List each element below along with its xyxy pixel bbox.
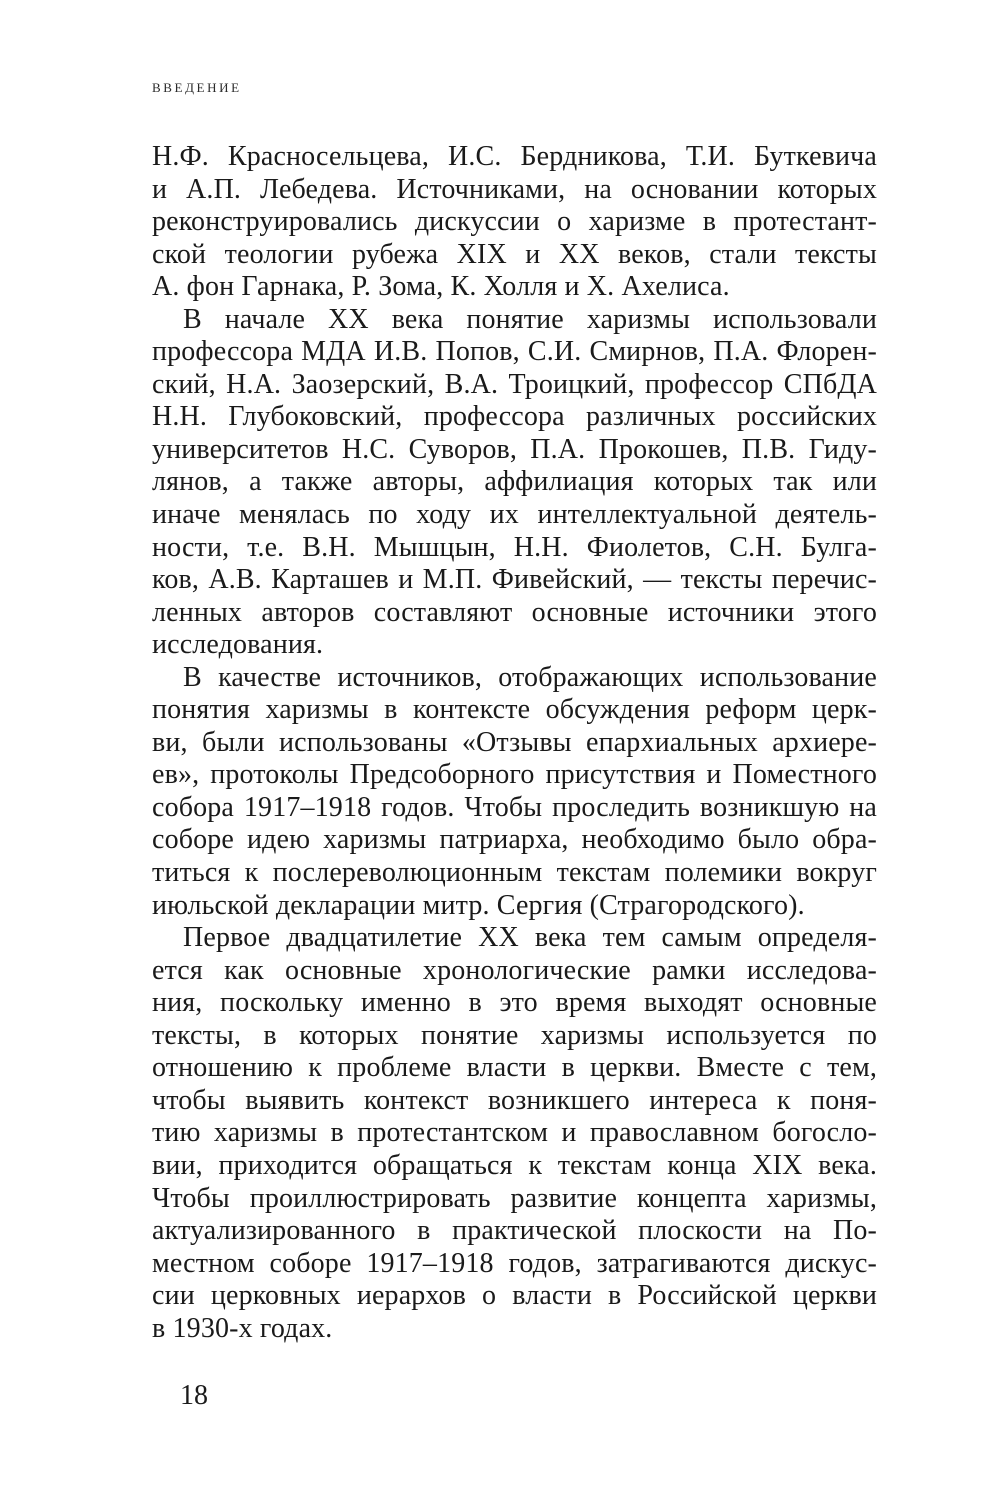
text-line: иначе менялась по ходу их интеллектуальной деятель- bbox=[152, 499, 877, 531]
text-line: титься к послереволюционным текстам полемики вокруг bbox=[152, 857, 877, 889]
text-line: июльской декларации митр. Сергия (Страгородского). bbox=[152, 889, 805, 921]
text-line: местном соборе 1917–1918 годов, затрагиваются дискус- bbox=[152, 1247, 877, 1279]
text-line: собора 1917–1918 годов. Чтобы проследить возникшую на bbox=[152, 791, 877, 823]
page-number: 18 bbox=[180, 1380, 208, 1411]
paragraph bbox=[152, 304, 877, 662]
text-line: Н.Ф. Красносельцева, И.С. Бердникова, Т.И. Буткевича bbox=[152, 141, 877, 172]
text-line: Н.Н. Глубоковский, профессора различных российских bbox=[152, 401, 877, 433]
text-line: А. фон Гарнака, Р. Зома, К. Холля и Х. Ахелиса. bbox=[152, 271, 730, 303]
text-line: ния, поскольку именно в это время выходят основные bbox=[152, 987, 877, 1019]
text-line: понятия харизмы в контексте обсуждения реформ церк- bbox=[152, 694, 877, 726]
text-line: ности, т.е. В.Н. Мышцын, Н.Н. Фиолетов, С.Н. Булга- bbox=[152, 531, 877, 563]
text-line: чтобы выявить контекст возникшего интереса к поня- bbox=[152, 1084, 877, 1116]
text-line: тию харизмы в протестантском и православном богосло- bbox=[152, 1117, 877, 1149]
text-line: ский, Н.А. Заозерский, В.А. Троицкий, профессор СПбДА bbox=[152, 368, 877, 400]
text-line: ской теологии рубежа XIX и XX веков, стали тексты bbox=[152, 238, 877, 270]
text-line: Чтобы проиллюстрировать развитие концепта харизмы, bbox=[152, 1182, 877, 1214]
text-line: ется как основные хронологические рамки исследова- bbox=[152, 954, 877, 986]
text-line: ленных авторов составляют основные источники этого bbox=[152, 596, 877, 628]
body-text bbox=[152, 141, 877, 1345]
running-head: ВВЕДЕНИЕ bbox=[152, 80, 242, 95]
text-line: реконструировались дискуссии о харизме в протестант- bbox=[152, 206, 877, 238]
text-line: университетов Н.С. Суворов, П.А. Прокошев, П.В. Гиду- bbox=[152, 433, 877, 465]
text-line: вии, приходится обращаться к текстам конца XIX века. bbox=[152, 1149, 877, 1181]
text-line: и А.П. Лебедева. Источниками, на основании которых bbox=[152, 173, 877, 205]
text-line: Первое двадцатилетие XX века тем самым определя- bbox=[183, 922, 877, 954]
text-line: лянов, а также авторы, аффилиация которых так или bbox=[152, 466, 877, 498]
text-line: соборе идею харизмы патриарха, необходимо было обра- bbox=[152, 824, 877, 856]
text-line: В качестве источников, отображающих использование bbox=[183, 661, 877, 693]
text-line: сии церковных иерархов о власти в Российской церкви bbox=[152, 1280, 877, 1312]
paragraph bbox=[152, 662, 877, 922]
text-line: тексты, в которых понятие харизмы используется по bbox=[152, 1019, 877, 1051]
paragraph bbox=[152, 141, 877, 304]
text-line: в 1930-х годах. bbox=[152, 1312, 333, 1344]
text-line: актуализированного в практической плоскости на По- bbox=[152, 1215, 877, 1247]
text-line: отношению к проблеме власти в церкви. Вместе с тем, bbox=[152, 1052, 877, 1084]
text-line: исследования. bbox=[152, 629, 324, 661]
text-line: ев», протоколы Предсоборного присутствия и Поместного bbox=[152, 759, 877, 791]
paragraph bbox=[152, 922, 877, 1345]
text-line: ви, были использованы «Отзывы епархиальных архиере- bbox=[152, 726, 877, 758]
text-line: профессора МДА И.В. Попов, С.И. Смирнов, П.А. Флорен- bbox=[152, 336, 877, 368]
text-line: В начале XX века понятие харизмы использовали bbox=[183, 303, 877, 335]
text-line: ков, А.В. Карташев и М.П. Фивейский, — тексты перечис- bbox=[152, 564, 877, 596]
